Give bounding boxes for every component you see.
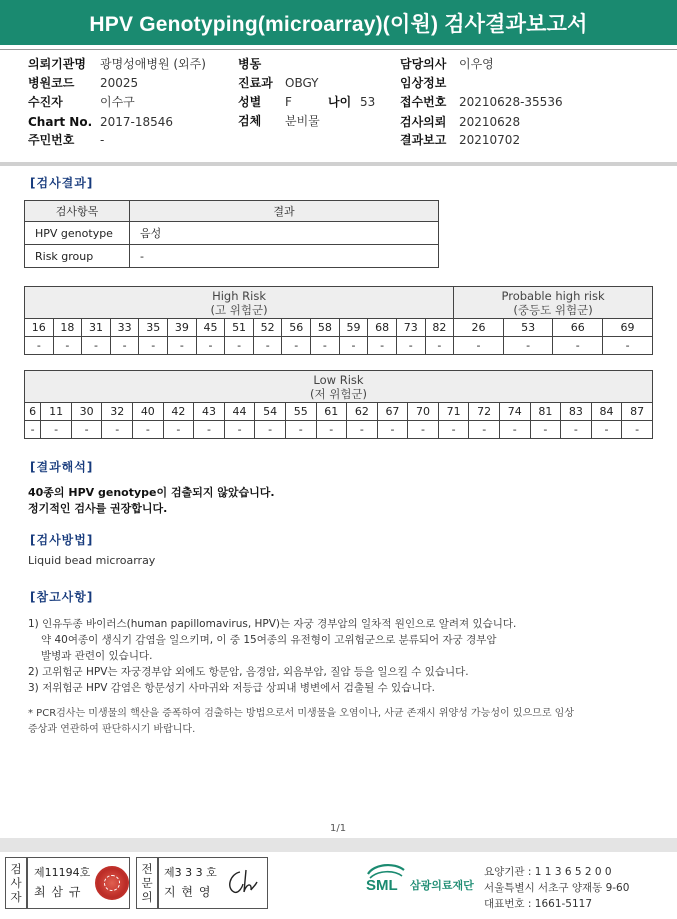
probable-high-risk-label: Probable high risk xyxy=(501,288,605,303)
divider xyxy=(0,162,677,166)
reference-line: 3) 저위험군 HPV 감염은 항문성기 사마귀와 저등급 상피내 병변에서 검출될 수 있습니다. xyxy=(28,682,435,694)
genotype-cell: 40 xyxy=(133,403,164,421)
genotype-result-cell: - xyxy=(530,421,561,439)
genotype-result-cell: - xyxy=(316,421,347,439)
genotype-row xyxy=(25,319,653,337)
genotype-result-cell: - xyxy=(591,421,622,439)
report-title: HPV Genotyping(microarray)(이원) 검사결과보고서 xyxy=(0,0,677,45)
genotype-cell: 62 xyxy=(347,403,378,421)
method-text: Liquid bead microarray xyxy=(28,554,156,567)
genotype-row xyxy=(25,403,653,421)
value-requesting-org: 광명성애병원 (외주) xyxy=(100,57,206,71)
genotype-result-cell: - xyxy=(25,337,54,355)
result-row xyxy=(25,337,653,355)
signature-icon xyxy=(224,866,260,898)
value-doctor: 이우영 xyxy=(459,57,494,71)
value-age: 53 xyxy=(360,95,376,109)
specialist-license-no: 제3 3 3 호 xyxy=(164,866,217,879)
probable-high-risk-sublabel: (중등도 위험군) xyxy=(513,302,593,317)
results-section-title: [검사결과] xyxy=(30,176,94,190)
note-line: * PCR검사는 미생물의 핵산을 증폭하여 검출하는 방법으로서 미생물을 오염이나, 사균 존재시 위양성 가능성이 있으므로 임상 xyxy=(28,708,574,719)
genotype-cell: 51 xyxy=(225,319,254,337)
result-item: Risk group xyxy=(25,245,130,268)
reference-line: 발병과 관련이 있습니다. xyxy=(41,650,153,662)
genotype-cell: 73 xyxy=(396,319,425,337)
genotype-result-cell: - xyxy=(139,337,168,355)
genotype-result-cell: - xyxy=(339,337,368,355)
interpretation-section-title: [결과해석] xyxy=(30,460,94,474)
genotype-cell: 42 xyxy=(163,403,194,421)
genotype-result-cell: - xyxy=(196,337,225,355)
probable-high-risk-header xyxy=(454,287,653,319)
reference-line: 1) 인유두종 바이러스(human papillomavirus, HPV)는 자궁 경부암의 일차적 원인으로 알려져 있습니다. xyxy=(28,618,517,630)
low-risk-header xyxy=(25,371,653,403)
seal-stamp-icon xyxy=(95,866,129,900)
genotype-result-cell: - xyxy=(396,337,425,355)
value-receipt-no: 20210628-35536 xyxy=(459,95,563,109)
result-value: - xyxy=(130,245,439,268)
genotype-cell: 6 xyxy=(25,403,41,421)
genotype-cell: 82 xyxy=(425,319,454,337)
genotype-cell: 45 xyxy=(196,319,225,337)
genotype-cell: 84 xyxy=(591,403,622,421)
high-risk-table xyxy=(24,286,653,355)
divider xyxy=(0,49,677,50)
genotype-cell: 52 xyxy=(253,319,282,337)
genotype-result-cell: - xyxy=(253,337,282,355)
genotype-cell: 39 xyxy=(168,319,197,337)
genotype-cell: 35 xyxy=(139,319,168,337)
examiner-label: 검 사 자 xyxy=(5,857,27,909)
genotype-result-cell: - xyxy=(311,337,340,355)
genotype-result-cell: - xyxy=(553,337,603,355)
genotype-cell: 81 xyxy=(530,403,561,421)
genotype-cell: 66 xyxy=(553,319,603,337)
table-row xyxy=(25,245,439,268)
value-request-date: 20210628 xyxy=(459,115,521,129)
genotype-cell: 26 xyxy=(454,319,504,337)
genotype-cell: 83 xyxy=(561,403,592,421)
genotype-result-cell: - xyxy=(225,337,254,355)
label-resident-no: 주민번호 xyxy=(28,133,75,147)
genotype-result-cell: - xyxy=(102,421,133,439)
references-list xyxy=(28,616,516,696)
value-hospital-code: 20025 xyxy=(100,76,139,90)
interpretation-line-2: 정기적인 검사를 권장합니다. xyxy=(28,502,168,515)
genotype-result-cell: - xyxy=(25,421,41,439)
value-patient: 이수구 xyxy=(100,95,135,109)
label-report-date: 결과보고 xyxy=(400,133,447,147)
value-report-date: 20210702 xyxy=(459,133,521,147)
label-requesting-org: 의뢰기관명 xyxy=(28,57,86,71)
results-table xyxy=(24,200,439,268)
genotype-result-cell: - xyxy=(469,421,500,439)
genotype-result-cell: - xyxy=(408,421,439,439)
examiner-license-no: 제11194호 xyxy=(34,866,91,879)
value-resident-no: - xyxy=(100,133,105,147)
value-specimen: 분비물 xyxy=(285,114,320,128)
label-specimen: 검체 xyxy=(238,114,262,128)
org-name: 삼광의료재단 xyxy=(410,879,474,892)
reference-line: 약 40여종이 생식기 감염을 일으키며, 이 중 15여종의 유전형이 고위험군으로 분류되어 자궁 경부암 xyxy=(41,634,497,646)
label-ward: 병동 xyxy=(238,57,262,71)
result-row xyxy=(25,421,653,439)
label-age: 나이 xyxy=(328,95,352,109)
genotype-cell: 67 xyxy=(377,403,408,421)
low-risk-label: Low Risk xyxy=(313,372,364,387)
genotype-result-cell: - xyxy=(53,337,82,355)
genotype-result-cell: - xyxy=(425,337,454,355)
genotype-result-cell: - xyxy=(285,421,316,439)
genotype-cell: 31 xyxy=(82,319,111,337)
method-section-title: [검사방법] xyxy=(30,533,94,547)
genotype-cell: 33 xyxy=(110,319,139,337)
org-info xyxy=(484,864,629,912)
genotype-result-cell: - xyxy=(499,421,530,439)
label-chart-no: Chart No. xyxy=(28,115,93,129)
genotype-result-cell: - xyxy=(194,421,225,439)
genotype-cell: 32 xyxy=(102,403,133,421)
genotype-cell: 72 xyxy=(469,403,500,421)
genotype-result-cell: - xyxy=(163,421,194,439)
examiner-name: 최 삼 규 xyxy=(34,885,82,899)
label-sex: 성별 xyxy=(238,95,262,109)
genotype-cell: 11 xyxy=(41,403,72,421)
org-code: 요양기관 : 1 1 3 6 5 2 0 0 xyxy=(484,866,612,878)
genotype-result-cell: - xyxy=(454,337,504,355)
note-line: 증상과 연관하여 판단하시기 바랍니다. xyxy=(28,724,196,735)
footer-divider xyxy=(0,838,677,852)
genotype-cell: 74 xyxy=(499,403,530,421)
genotype-result-cell: - xyxy=(561,421,592,439)
value-department: OBGY xyxy=(285,76,319,90)
genotype-cell: 68 xyxy=(368,319,397,337)
high-risk-sublabel: (고 위험군) xyxy=(210,302,268,317)
genotype-cell: 53 xyxy=(503,319,553,337)
low-risk-sublabel: (저 위험군) xyxy=(309,386,368,401)
label-request-date: 검사의뢰 xyxy=(400,115,447,129)
genotype-result-cell: - xyxy=(255,421,286,439)
genotype-result-cell: - xyxy=(438,421,469,439)
genotype-result-cell: - xyxy=(603,337,653,355)
genotype-result-cell: - xyxy=(82,337,111,355)
genotype-result-cell: - xyxy=(622,421,653,439)
genotype-cell: 69 xyxy=(603,319,653,337)
label-doctor: 담당의사 xyxy=(400,57,447,71)
logo-text: SML xyxy=(366,877,398,892)
genotype-result-cell: - xyxy=(377,421,408,439)
label-patient: 수진자 xyxy=(28,95,63,109)
pcr-note xyxy=(28,706,574,738)
genotype-result-cell: - xyxy=(503,337,553,355)
references-section-title: [참고사항] xyxy=(30,590,94,604)
org-phone: 대표번호 : 1661-5117 xyxy=(484,898,593,910)
genotype-cell: 87 xyxy=(622,403,653,421)
genotype-cell: 59 xyxy=(339,319,368,337)
results-header-result: 결과 xyxy=(130,201,439,222)
result-item: HPV genotype xyxy=(25,222,130,245)
label-department: 진료과 xyxy=(238,76,273,90)
genotype-cell: 61 xyxy=(316,403,347,421)
org-address: 서울특별시 서초구 양재동 9-60 xyxy=(484,882,630,894)
value-chart-no: 2017-18546 xyxy=(100,115,174,129)
genotype-result-cell: - xyxy=(224,421,255,439)
label-receipt-no: 접수번호 xyxy=(400,95,447,109)
table-row xyxy=(25,222,439,245)
genotype-cell: 44 xyxy=(224,403,255,421)
genotype-cell: 43 xyxy=(194,403,225,421)
genotype-result-cell: - xyxy=(168,337,197,355)
genotype-result-cell: - xyxy=(71,421,102,439)
results-header-item: 검사항목 xyxy=(25,201,130,222)
genotype-result-cell: - xyxy=(282,337,311,355)
genotype-cell: 71 xyxy=(438,403,469,421)
interpretation-line-1: 40종의 HPV genotype이 검출되지 않았습니다. xyxy=(28,486,275,499)
label-hospital-code: 병원코드 xyxy=(28,76,75,90)
value-sex: F xyxy=(285,95,292,109)
page-number: 1/1 xyxy=(330,823,347,834)
sml-logo-icon xyxy=(364,862,408,892)
genotype-cell: 18 xyxy=(53,319,82,337)
genotype-cell: 58 xyxy=(311,319,340,337)
genotype-result-cell: - xyxy=(41,421,72,439)
label-clinical-info: 임상정보 xyxy=(400,76,447,90)
genotype-cell: 56 xyxy=(282,319,311,337)
genotype-cell: 55 xyxy=(285,403,316,421)
low-risk-table xyxy=(24,370,653,439)
reference-line: 2) 고위험군 HPV는 자궁경부암 외에도 항문암, 음경암, 외음부암, 질암 등을 일으킬 수 있습니다. xyxy=(28,666,469,678)
high-risk-label: High Risk xyxy=(212,288,267,303)
genotype-cell: 30 xyxy=(71,403,102,421)
specialist-label: 전 문 의 xyxy=(136,857,158,909)
genotype-result-cell: - xyxy=(110,337,139,355)
genotype-cell: 54 xyxy=(255,403,286,421)
genotype-cell: 70 xyxy=(408,403,439,421)
genotype-result-cell: - xyxy=(347,421,378,439)
genotype-result-cell: - xyxy=(133,421,164,439)
high-risk-header xyxy=(25,287,454,319)
specialist-name: 지 현 영 xyxy=(164,885,212,899)
genotype-cell: 16 xyxy=(25,319,54,337)
result-value: 음성 xyxy=(130,222,439,245)
genotype-result-cell: - xyxy=(368,337,397,355)
